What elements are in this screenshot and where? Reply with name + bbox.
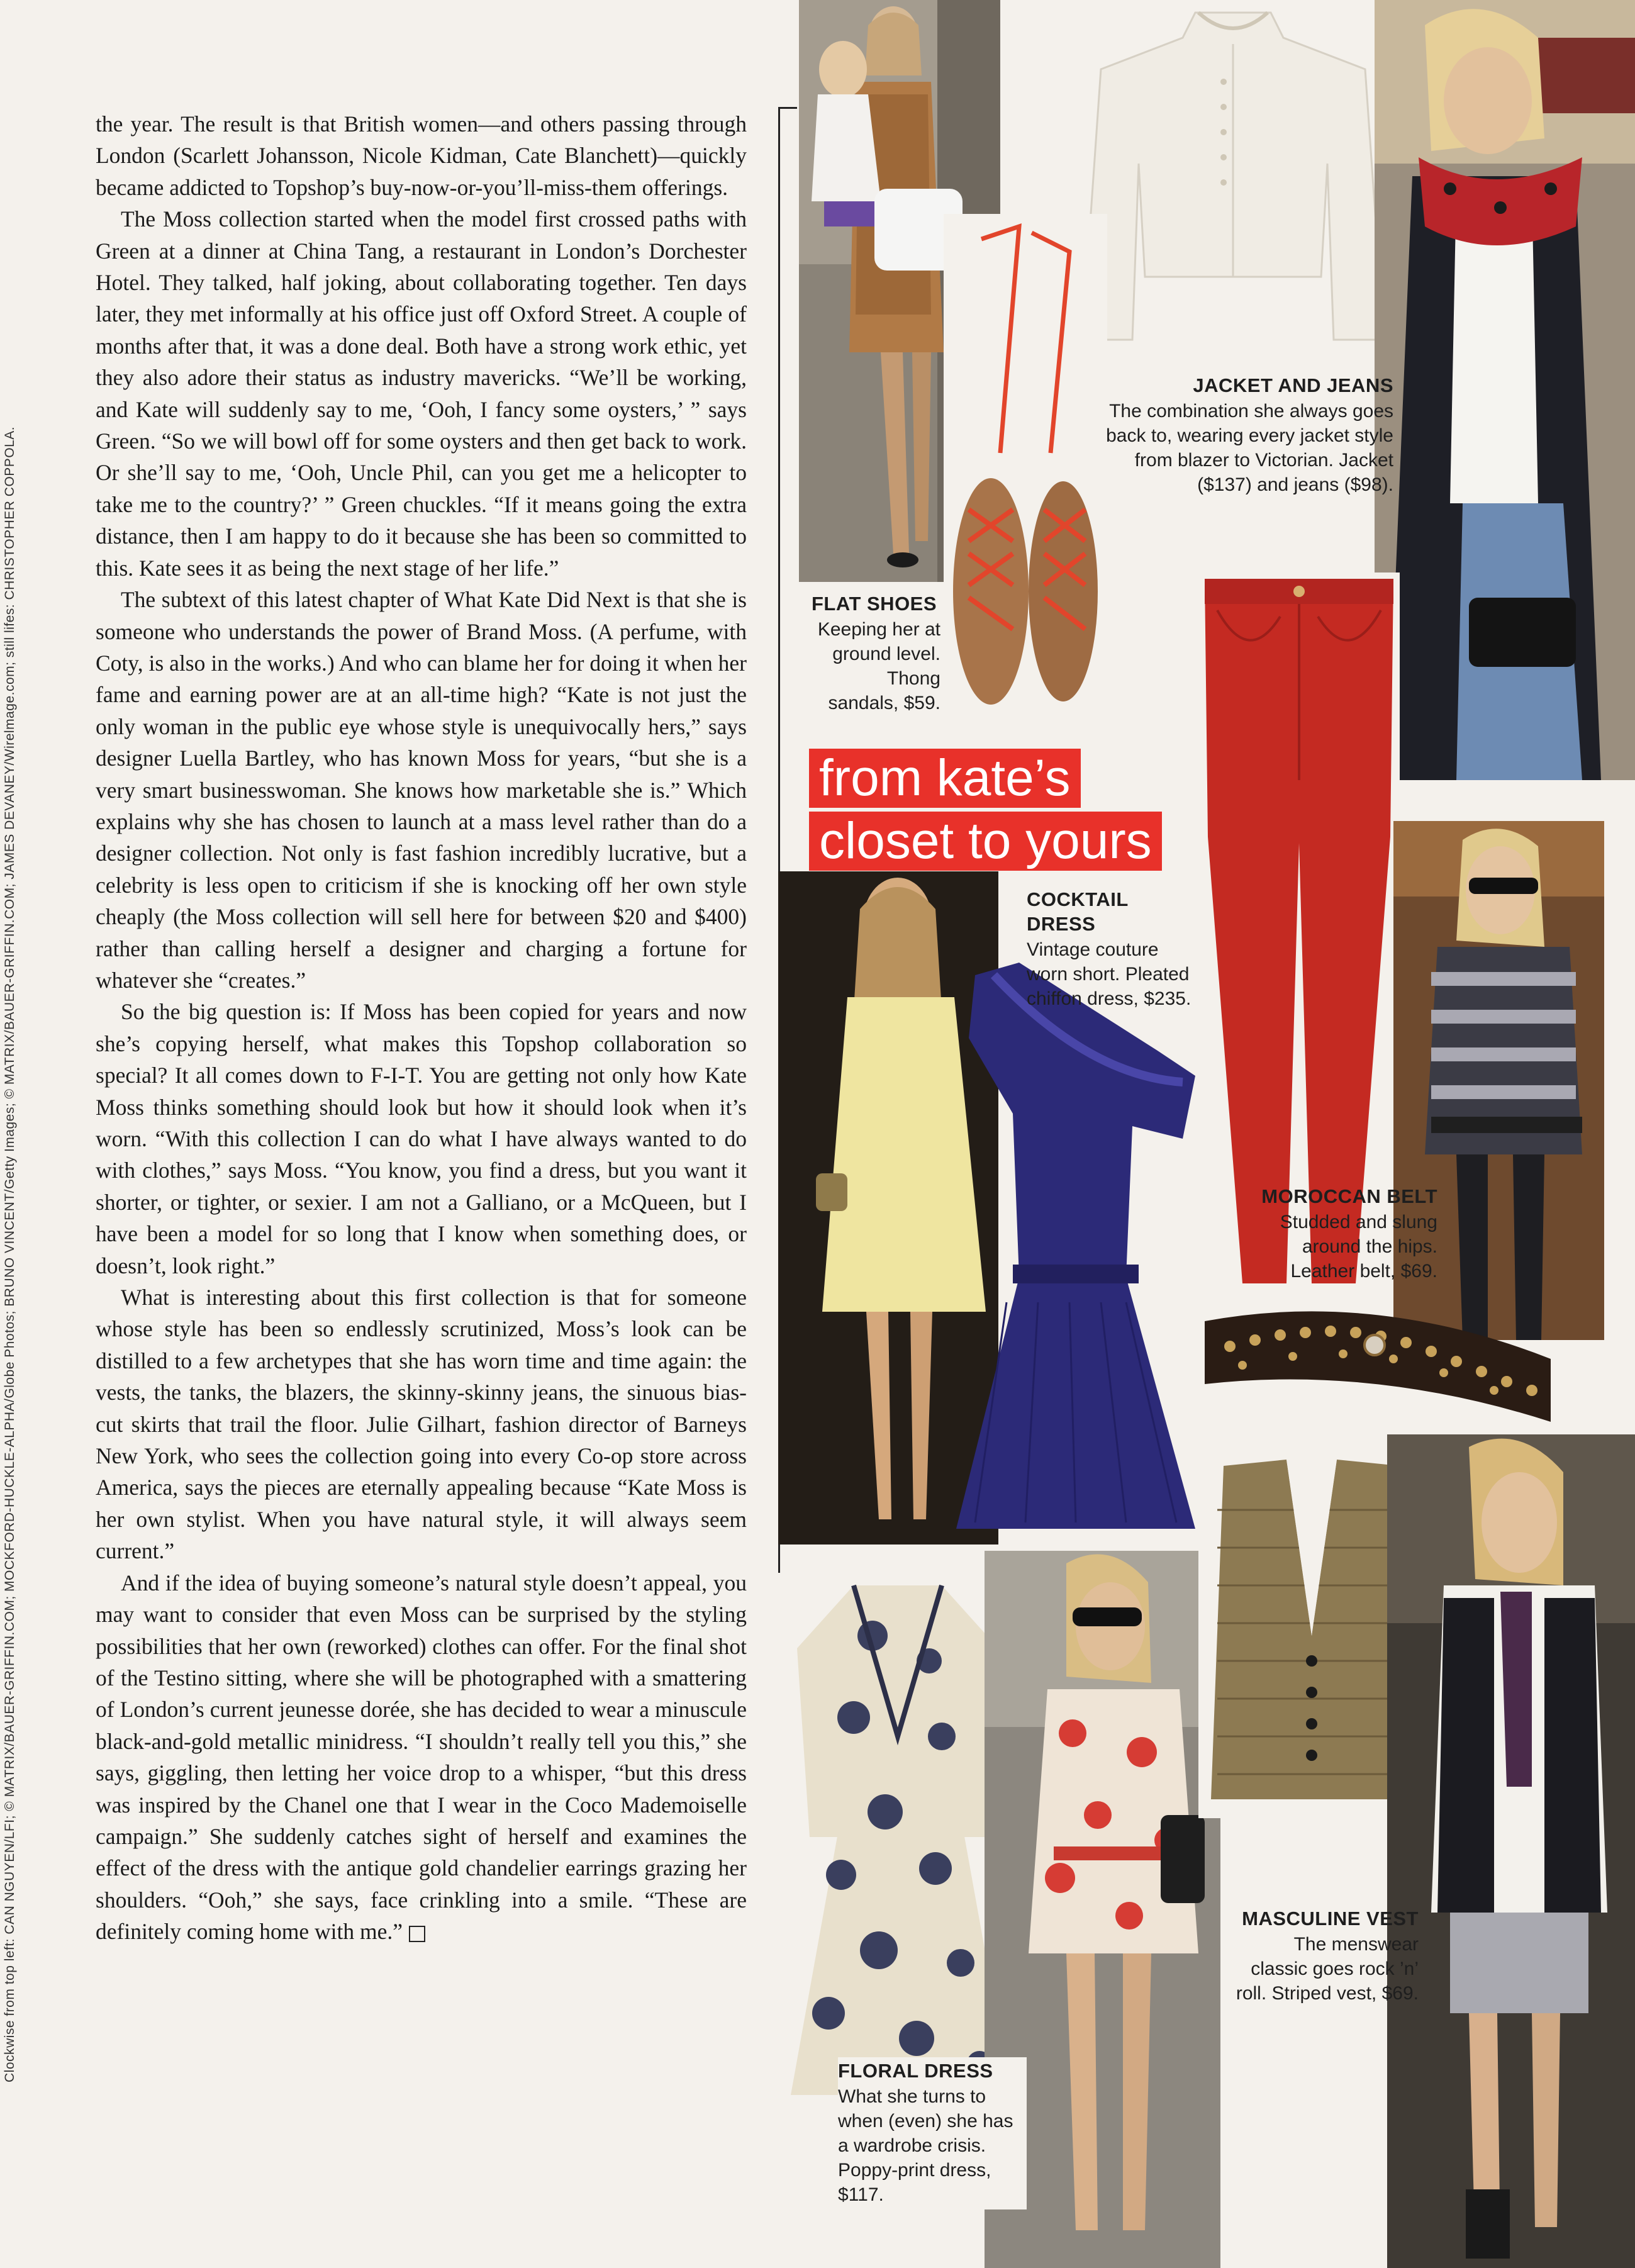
article-body xyxy=(96,108,747,1948)
caption-title: MOROCCAN BELT xyxy=(1261,1185,1437,1207)
article-paragraph: So the big question is: If Moss has been copied for years and now she’s copying herself, what makes this Topshop collaboration so special? It all comes down to F-I-T. You are getting not only how Kate Moss thinks something should look but how it should look when it’s worn. “With this collection I can do what I have always wanted to do with clothes,” says Moss. “You know, you find a dress, but you want it shorter, or tighter, or sexier. I am not a Galliano, or a McQueen, but I have been a model for so long that I know when something does, or doesn’t, look right.” xyxy=(96,999,747,1278)
caption-text: The menswear classic goes rock ’n’ roll. Striped vest, $69. xyxy=(1236,1934,1419,2004)
red-jeans-still-photo xyxy=(1198,573,1400,1290)
kate-vest-photo xyxy=(1387,1434,1635,2268)
caption-title: JACKET AND JEANS xyxy=(1193,374,1393,396)
jacket-still-photo xyxy=(1069,0,1397,352)
bracket-line xyxy=(778,107,797,109)
section-headline-line-1: from kate’s xyxy=(809,749,1081,808)
caption-masculine-vest xyxy=(1233,1906,1419,2006)
caption-jacket-and-jeans xyxy=(1101,373,1393,497)
section-headline-line-2: closet to yours xyxy=(809,812,1162,871)
caption-title: MASCULINE VEST xyxy=(1242,1908,1419,1930)
caption-text: Studded and slung around the hips. Leather belt, $69. xyxy=(1280,1212,1437,1282)
caption-moroccan-belt xyxy=(1233,1184,1437,1283)
kate-street-photo xyxy=(1375,0,1635,780)
caption-text: The combination she always goes back to, wearing every jacket style from blazer to Victorian. Jacket ($137) and jeans ($98). xyxy=(1106,401,1393,495)
caption-title: COCKTAIL DRESS xyxy=(1027,888,1129,935)
floral-dress-still-photo xyxy=(778,1573,1017,2108)
article-paragraph-text: And if the idea of buying someone’s natural style doesn’t appeal, you may want to consider that even Moss can be surprised by the styling possibilities that her own (reworked) clothes can offer. For the final shot of the Testino sitting, where she will be photographed with a smattering of London’s current jeunesse dorée, she has decided to wear a minuscule black-and-gold metallic minidress. “I shouldn’t really tell you this,” she says, giggling, then letting her voice drop to a whisper, “but this dress was inspired by the Chanel one that I wear in the Coco Mademoiselle campaign.” She suddenly catches sight of herself and examines the effect of the dress with the antique gold chandelier earrings grazing her shoulders. “Ooh,” she says, face crinkling into a smile. “These are definitely coming home with me.” xyxy=(96,1570,747,1945)
caption-flat-shoes xyxy=(812,591,940,715)
studded-belt-still-photo xyxy=(1198,1296,1557,1441)
article-paragraph: The Moss collection started when the model first crossed paths with Green at a dinner at China Tang, a restaurant in London’s Dorchester Hotel. They talked, half joking, about collaborating together. Ten days later, they met informally at his office just off Oxford Street. A couple of months after that, it was a done deal. Both have a strong work ethic, yet they also adore their status as industry mavericks. “We’ll be working, and Kate will suddenly say to me, ‘Ooh, I fancy some oysters,’ ” says Green. “So we will bowl off for some oysters and then get back to work. Or she’ll say to me, ‘Ooh, Uncle Phil, can you get me a helicopter to take me to the country?’ ” Green chuckles. “If it means going the extra distance, then I am happy to do it because she has been so committed to this. Kate sees it as being the next stage of her life.” xyxy=(96,206,747,581)
caption-cocktail-dress xyxy=(1027,887,1197,1011)
article-paragraph: What is interesting about this first collection is that for someone whose style has been so endlessly scrutinized, Moss’s look can be distilled to a few archetypes that she has worn time and time again: the vests, the tanks, the blazers, the skinny-skinny jeans, the sinuous bias-cut skirts that trail the floor. Julie Gilhart, fashion director of Barneys New York, who sees the collection going into every Co-op store across America, says the pieces are eternally appealing because “Kate Moss is her own stylist. When you have natural style, it will always seem current.” xyxy=(96,1285,747,1564)
sandals-still-photo xyxy=(944,214,1107,717)
end-mark-icon xyxy=(409,1926,425,1942)
caption-title: FLAT SHOES xyxy=(812,593,937,615)
cocktail-dress-still-photo xyxy=(931,950,1208,1535)
caption-text: Keeping her at ground level. Thong sandals, $59. xyxy=(817,619,940,713)
photo-credit: Clockwise from top left: CAN NGUYEN/LFI; © MATRIX/BAUER-GRIFFIN.COM; MOCKFORD-HUCKLE-ALPHA/Globe Photos; BRUNO VINCENT/Getty Images; © MATRIX/BAUER-GRIFFIN.COM; JAMES DEVANEY/Wirelmage.com; still lifes: CHRISTOPHER COPPOLA. xyxy=(3,426,17,2082)
caption-text: Vintage couture worn short. Pleated chiffon dress, $235. xyxy=(1027,939,1191,1009)
article-paragraph: the year. The result is that British women—and others passing through London (Scarlett Johansson, Nicole Kidman, Cate Blanchett)—quickly became addicted to Topshop’s buy-now-or-you’ll-miss-them offerings. xyxy=(96,111,747,200)
article-paragraph xyxy=(96,1567,747,1948)
article-paragraph: The subtext of this latest chapter of What Kate Did Next is that she is someone who understands the power of Brand Moss. (A perfume, with Coty, is also in the works.) And who can blame her for doing it when her fame and earning power are at an all-time high? “Kate is not just the only woman in the public eye whose style is unequivocally hers,” says designer Luella Bartley, who has known Moss for years, “but she is a very smart businesswoman. She knows how marketable she is.” Which explains why she has chosen to launch at a mass level rather than do a designer collection. Not only is fast fashion incredibly lucrative, but a celebrity is less open to criticism if she is knocking off her own style cheaply (the Moss collection will sell here for between $20 and $400) rather than calling herself a designer and charging a fortune for whatever she “creates.” xyxy=(96,587,747,993)
caption-title: FLORAL DRESS xyxy=(838,2060,993,2082)
caption-floral-dress xyxy=(838,2057,1027,2209)
caption-text: What she turns to when (even) she has a wardrobe crisis. Poppy-print dress, $117. xyxy=(838,2086,1013,2205)
